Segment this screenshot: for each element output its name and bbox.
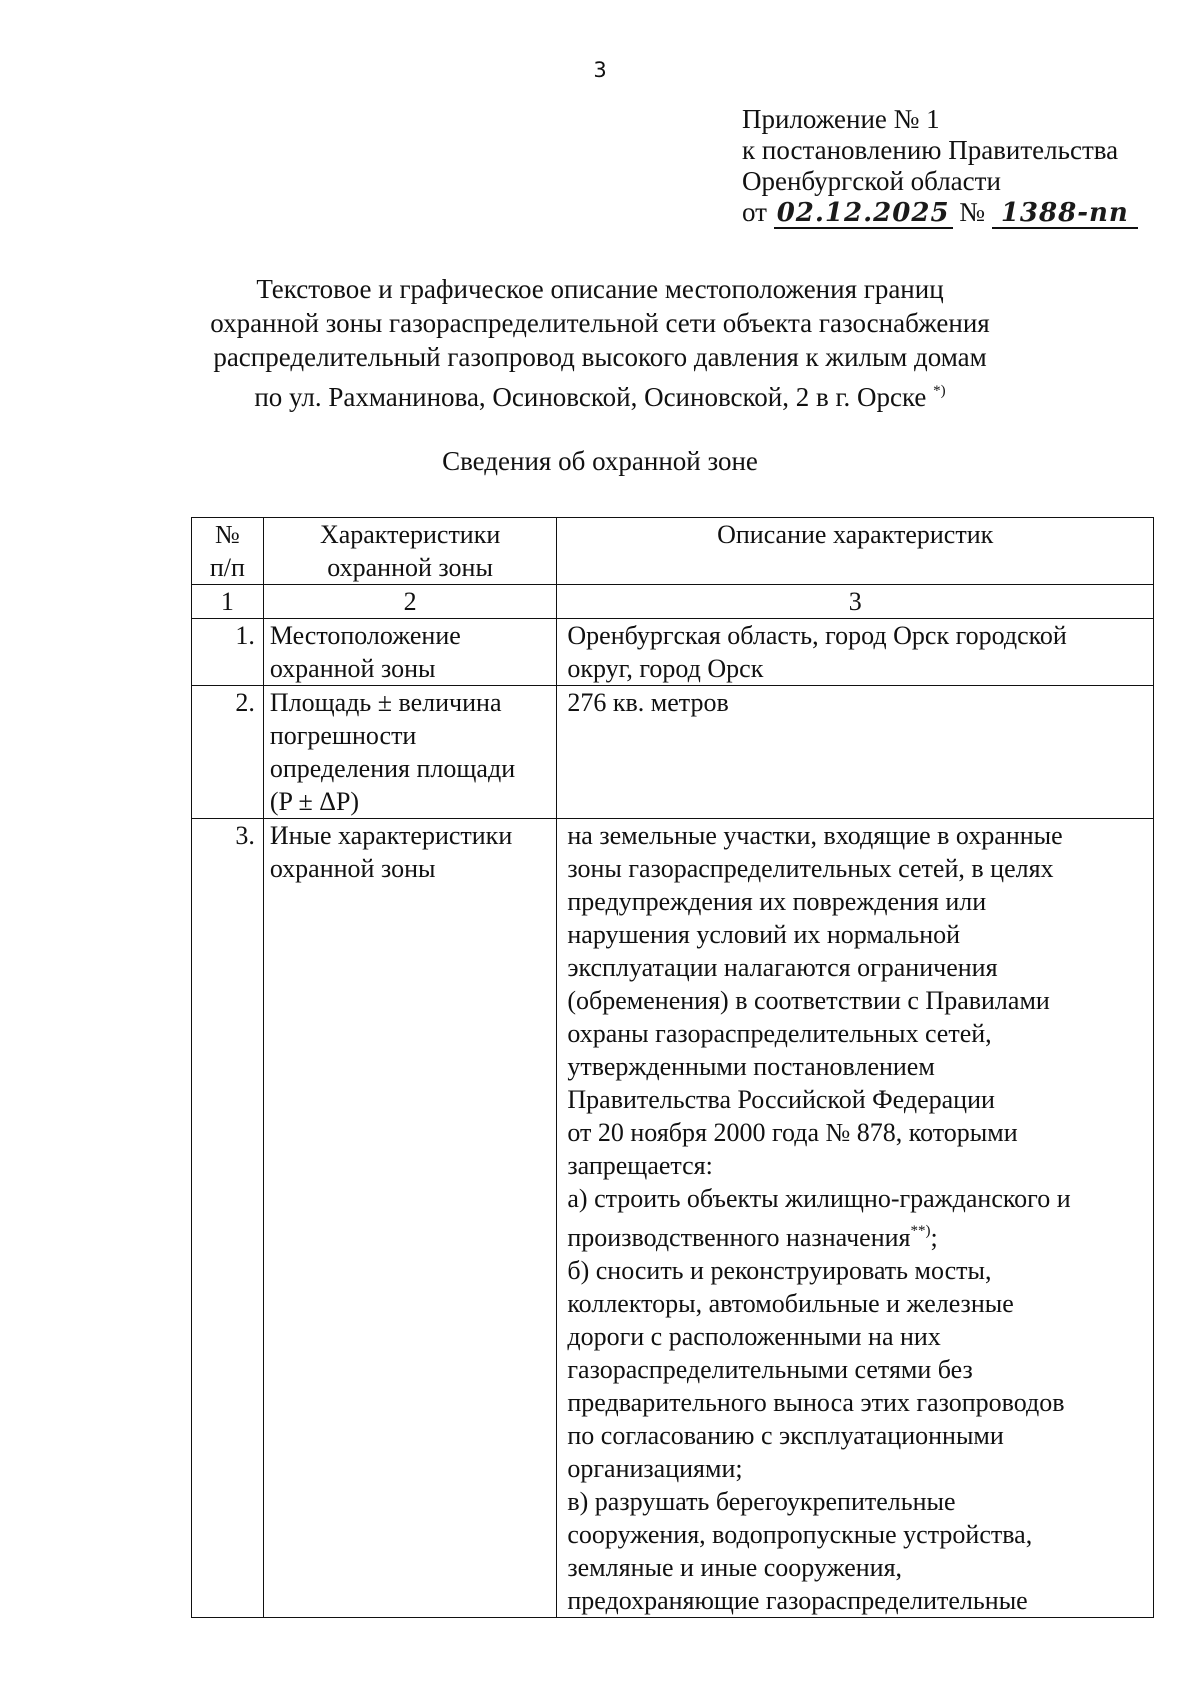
index-cell-3: 3 [557,585,1154,619]
row-description-line: земляные и иные сооружения, [567,1553,903,1582]
title-line-4-text: по ул. Рахманинова, Осиновской, Осиновской, 2 в г. Орске [254,382,927,412]
row-description-line: Оренбургская область, город Орск городской [567,621,1067,650]
appendix-block [742,104,1138,229]
row-name-line: Площадь ± величина [269,688,502,717]
header-characteristics-line-1: Характеристики [319,520,501,549]
row-description-line-footnoted [567,1215,1147,1254]
title-footnote-mark: *) [933,383,946,399]
row-description-line: в) разрушать берегоукрепительные [567,1487,956,1516]
number-prefix: № [959,197,986,227]
row-description-line: (обременения) в соответствии с Правилами [567,986,1050,1015]
appendix-reference: к постановлению Правительства [742,135,1119,165]
date-prefix: от [742,197,767,227]
row-description-line: сооружения, водопропускные устройства, [567,1520,1033,1549]
row-description-line: предварительного выноса этих газопроводов [567,1388,1065,1417]
table-index-row [192,585,1154,619]
row-description-line: организациями; [567,1454,743,1483]
row-description-line: по согласованию с эксплуатационными [567,1421,1004,1450]
row-number: 1. [192,619,264,686]
row-description-line: предохраняющие газораспределительные [567,1586,1028,1615]
row-description-line: округ, город Орск [567,654,764,683]
row-description-line: на земельные участки, входящие в охранные [567,821,1063,850]
row-name-line: охранной зоны [269,654,436,683]
row-name [263,819,557,1618]
header-number-line-1: № [215,520,240,549]
row-description-line: предупреждения их повреждения или [567,887,987,916]
header-cell-description: Описание характеристик [557,518,1154,585]
row-description [557,619,1154,686]
table-row [192,686,1154,819]
title-line-4 [0,374,1200,414]
row-name-line: определения площади [269,754,516,783]
title-line-1: Текстовое и графическое описание местоположения границ [256,274,944,304]
header-cell-number [192,518,264,585]
handwritten-date: 02.12.2025 [774,199,953,229]
document-title [0,272,1200,414]
row-description-line: эксплуатации налагаются ограничения [567,953,998,982]
index-cell-2: 2 [263,585,557,619]
title-line-3: распределительный газопровод высокого давления к жилым домам [213,342,987,372]
row-description-line: 276 кв. метров [567,688,729,717]
row-description-line: утвержденными постановлением [567,1052,935,1081]
table-header-row [192,518,1154,585]
row-description-line: запрещается: [567,1151,713,1180]
row-description-line: газораспределительными сетями без [567,1355,973,1384]
row-name [263,619,557,686]
title-line-2: охранной зоны газораспределительной сети объекта газоснабжения [210,308,990,338]
description-footnote-tail: ; [930,1223,938,1252]
appendix-title: Приложение № 1 [742,104,940,134]
row-description-line: нарушения условий их нормальной [567,920,961,949]
appendix-date-number [742,197,1138,229]
zone-info-table [191,517,1154,1618]
row-name-line: охранной зоны [269,854,436,883]
row-description-text: производственного назначения [567,1223,911,1252]
description-footnote-mark: **) [910,1223,931,1239]
row-name-line: Местоположение [269,621,461,650]
appendix-region: Оренбургской области [742,166,1001,196]
row-description [557,819,1154,1618]
row-description-line: дороги с расположенными на них [567,1322,941,1351]
row-name-line: (P ± ΔP) [269,787,360,816]
row-name [263,686,557,819]
row-name-line: погрешности [269,721,417,750]
row-number: 3. [192,819,264,1618]
row-description-line: коллекторы, автомобильные и железные [567,1289,1014,1318]
header-number-line-2: п/п [209,553,245,582]
table-row [192,819,1154,1618]
row-description-line: б) сносить и реконструировать мосты, [567,1256,992,1285]
index-cell-1: 1 [192,585,264,619]
row-description-line: Правительства Российской Федерации [567,1085,995,1114]
row-number: 2. [192,686,264,819]
table-row [192,619,1154,686]
row-name-line: Иные характеристики [269,821,513,850]
row-description [557,686,1154,819]
header-cell-characteristics [263,518,557,585]
row-description-line: а) строить объекты жилищно-гражданского и [567,1184,1071,1213]
header-characteristics-line-2: охранной зоны [327,553,493,582]
row-description-line: зоны газораспределительных сетей, в целях [567,854,1054,883]
section-subtitle: Сведения об охранной зоне [442,446,758,476]
row-description-line: от 20 ноября 2000 года № 878, которыми [567,1118,1018,1147]
handwritten-number: 1388-пп [992,199,1138,229]
row-description-line: охраны газораспределительных сетей, [567,1019,992,1048]
page-number: 3 [593,58,607,82]
